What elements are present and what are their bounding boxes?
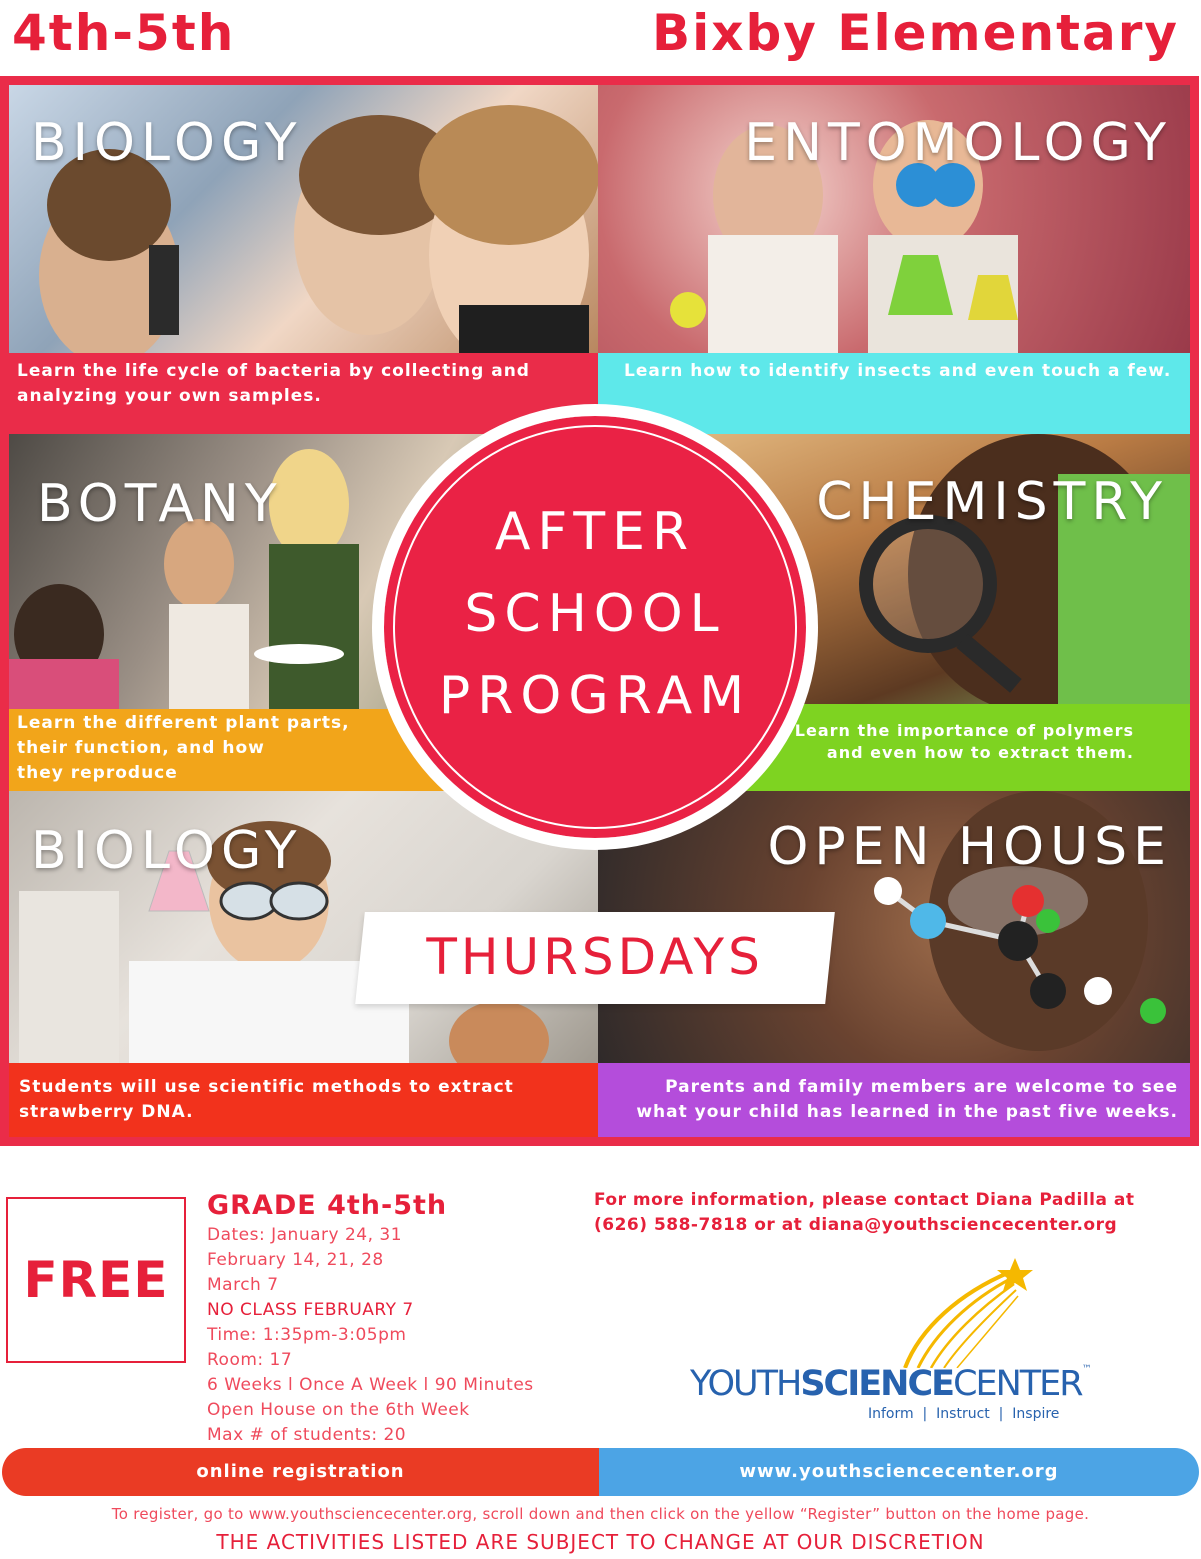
youth-science-center-logo	[690, 1258, 1130, 1428]
panel-entomology	[598, 85, 1190, 434]
logo-tagline: Inform | Instruct | Inspire	[868, 1406, 1060, 1422]
caption-line: analyzing your own samples.	[17, 386, 322, 406]
after-school-badge	[372, 404, 818, 850]
program-details	[207, 1189, 534, 1448]
badge-line: AFTER	[494, 502, 696, 562]
online-registration-link[interactable]: online registration	[2, 1448, 599, 1496]
panel-caption	[598, 1063, 1190, 1145]
logo-word-center: CENTER	[953, 1364, 1082, 1404]
caption-line: what your child has learned in the past five weeks.	[636, 1102, 1178, 1122]
day-banner	[355, 912, 835, 1004]
panel-heading: BIOLOGY	[31, 821, 303, 881]
logo-wordmark	[690, 1364, 1092, 1404]
day-banner-label: THURSDAYS	[426, 928, 764, 986]
caption-line: Learn how to identify insects and even touch a few.	[624, 361, 1172, 381]
panel-caption	[598, 353, 1190, 434]
caption-line: Learn the life cycle of bacteria by collecting and	[17, 361, 530, 381]
detail-line: Max # of students: 20	[207, 1425, 407, 1445]
caption-line: Students will use scientific methods to extract	[19, 1077, 514, 1097]
detail-line: Room: 17	[207, 1350, 293, 1370]
caption-line: Parents and family members are welcome to see	[665, 1077, 1178, 1097]
free-label: FREE	[23, 1251, 169, 1309]
detail-line: March 7	[207, 1275, 279, 1295]
caption-line: and even how to extract them.	[826, 743, 1134, 762]
panel-caption	[9, 1063, 598, 1145]
school-name: Bixby Elementary	[652, 4, 1179, 62]
website-link[interactable]: www.youthsciencecenter.org	[599, 1448, 1199, 1496]
panel-heading: CHEMISTRY	[816, 472, 1168, 532]
grade-label: 4th-5th	[12, 4, 236, 62]
panel-heading: BIOLOGY	[31, 113, 303, 173]
caption-line: strawberry DNA.	[19, 1102, 194, 1122]
panel-heading: OPEN HOUSE	[767, 817, 1172, 877]
logo-word-science: SCIENCE	[800, 1364, 954, 1404]
detail-line: 6 Weeks l Once A Week l 90 Minutes	[207, 1375, 534, 1395]
detail-line: Dates: January 24, 31	[207, 1225, 403, 1245]
caption-line: they reproduce	[17, 763, 178, 783]
detail-line: Time: 1:35pm-3:05pm	[207, 1325, 407, 1345]
detail-line: February 14, 21, 28	[207, 1250, 384, 1270]
panel-heading: BOTANY	[37, 474, 283, 534]
detail-line: Open House on the 6th Week	[207, 1400, 470, 1420]
free-badge	[6, 1197, 186, 1363]
caption-line: Learn the importance of polymers	[794, 721, 1134, 740]
badge-line: SCHOOL	[464, 584, 726, 644]
panel-heading: ENTOMOLOGY	[744, 113, 1172, 173]
panel-biology-bacteria	[9, 85, 598, 434]
contact-info	[594, 1188, 1194, 1238]
disclaimer: THE ACTIVITIES LISTED ARE SUBJECT TO CHANGE AT OUR DISCRETION	[216, 1530, 985, 1554]
grade-title: GRADE 4th-5th	[207, 1190, 448, 1221]
badge-line: PROGRAM	[438, 666, 752, 726]
logo-trademark: ™	[1081, 1364, 1092, 1375]
logo-word-youth: YOUTH	[690, 1364, 801, 1404]
register-instructions: To register, go to www.youthsciencecenter.org, scroll down and then click on the yellow “Register” button on the home page.	[111, 1505, 1090, 1523]
badge-inner	[382, 414, 808, 840]
contact-line: For more information, please contact Diana Padilla at	[594, 1190, 1135, 1210]
caption-line: their function, and how	[17, 738, 265, 758]
caption-line: Learn the different plant parts,	[17, 713, 350, 733]
detail-line-no-class: NO CLASS FEBRUARY 7	[207, 1300, 414, 1320]
shooting-star-icon	[690, 1258, 1130, 1368]
contact-line-phone-email[interactable]: (626) 588-7818 or at diana@youthsciencecenter.org	[594, 1215, 1118, 1235]
